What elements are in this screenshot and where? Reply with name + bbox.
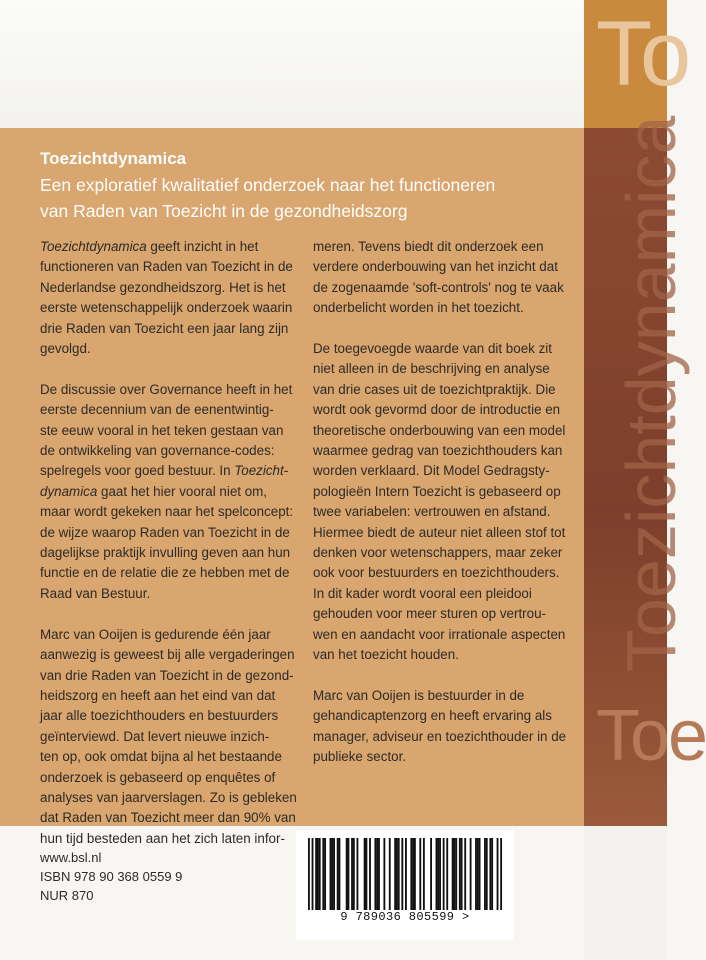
barcode-bars xyxy=(308,838,502,910)
text-line: ste eeuw vooral in het teken gestaan van xyxy=(40,422,284,438)
barcode-bar xyxy=(454,838,456,910)
text-line: functie en de relatie die ze hebben met de xyxy=(40,565,290,581)
text-line: ten op, ook omdat bijna al het bestaande xyxy=(40,749,282,765)
barcode-bar xyxy=(419,838,421,910)
text-line: In dit kader wordt vooral een pleidooi xyxy=(313,585,532,601)
barcode-bar xyxy=(405,838,407,910)
barcode-bar xyxy=(346,838,348,910)
text-line: de wijze waarop Raden van Toezicht in de xyxy=(40,524,290,540)
text-line: wordt ook gevormd door de introductie en xyxy=(313,402,561,418)
blurb-paragraph xyxy=(40,380,294,604)
text-line: eerste wetenschappelijk onderzoek waarin xyxy=(40,300,293,316)
barcode-bar xyxy=(401,838,403,910)
book-subtitle xyxy=(40,172,580,224)
barcode-bar xyxy=(443,838,445,910)
barcode-bar xyxy=(348,838,350,910)
barcode-bar xyxy=(479,838,481,910)
book-title: Toezichtdynamica xyxy=(40,149,187,168)
barcode-bar xyxy=(430,838,432,910)
text-line: van drie cases uit de toezichtpraktijk. Die xyxy=(313,381,556,397)
text-line: denken voor wetenschappers, maar zeker xyxy=(313,545,563,561)
barcode-bar xyxy=(410,838,412,910)
isbn-barcode xyxy=(296,830,514,940)
barcode-bar xyxy=(475,838,477,910)
barcode-bar xyxy=(484,838,486,910)
barcode-bar xyxy=(394,838,396,910)
barcode-bar xyxy=(333,838,335,910)
blurb-paragraph xyxy=(313,339,573,666)
barcode-bar xyxy=(337,838,339,910)
barcode-bar xyxy=(315,838,317,910)
subtitle-line: Een exploratief kwalitatief onderzoek naar het functioneren xyxy=(40,175,496,195)
barcode-bar xyxy=(365,838,367,910)
barcode-bar xyxy=(389,838,391,910)
barcode-bar xyxy=(374,838,376,910)
spine-vertical-text: Toezichtdynamica xyxy=(612,115,690,672)
text-line xyxy=(40,482,286,502)
barcode-bar xyxy=(452,838,454,910)
text-line: pologieën Intern Toezicht is gebaseerd op xyxy=(313,483,561,499)
text-line: Hiermee biedt de auteur niet alleen stof tot xyxy=(313,524,566,540)
text-line: onderbelicht worden in het toezicht. xyxy=(313,300,524,316)
text-line: geïnterviewd. Dat levert nieuwe inzich- xyxy=(40,728,270,744)
text-line: waarmee gedrag van toezichthouders kan xyxy=(313,443,563,459)
spine-bottom-strip xyxy=(584,826,667,960)
subtitle-line: van Raden van Toezicht in de gezondheidszorg xyxy=(40,201,408,221)
text-line: theoretische onderbouwing van een model xyxy=(313,422,566,438)
text-line: maar wordt gekeken naar het spelconcept: xyxy=(40,504,294,520)
text-line: ook voor bestuurders en toezichthouders. xyxy=(313,565,560,581)
isbn-number: ISBN 978 90 368 0559 9 xyxy=(40,869,183,884)
text-line: worden verklaard. Dit Model Gedragsty- xyxy=(313,463,550,479)
barcode-bar xyxy=(414,838,416,910)
blurb-paragraph xyxy=(313,237,573,319)
barcode-bar xyxy=(464,838,466,910)
barcode-bar xyxy=(353,838,355,910)
text-line: hun tijd besteden aan het zich laten infor- xyxy=(40,830,285,846)
text-line: Marc van Ooijen is gedurende één jaar xyxy=(40,626,271,642)
barcode-bar xyxy=(437,838,439,910)
barcode-bar xyxy=(500,838,502,910)
spine-vertical-title xyxy=(608,115,690,692)
barcode-bar xyxy=(439,838,441,910)
text-line: meren. Tevens biedt dit onderzoek een xyxy=(313,239,544,254)
text-line: drie Raden van Toezicht een jaar lang zijn xyxy=(40,320,289,336)
barcode-digits: 9 789036 805599 > xyxy=(340,910,470,924)
text-line: Raad van Bestuur. xyxy=(40,585,151,601)
barcode-bar xyxy=(398,838,400,910)
text-line: twee variabelen: vertrouwen en afstand. xyxy=(313,504,551,520)
text-line: de ontwikkeling van governance-codes: xyxy=(40,443,275,459)
text-line: gehouden voor meer sturen op vertrou- xyxy=(313,606,546,622)
text-line: aanwezig is geweest bij alle vergaderingen xyxy=(40,647,295,663)
barcode-bar xyxy=(369,838,371,910)
barcode-bar xyxy=(489,838,491,910)
text-fragment: gaat het hier vooral niet om, xyxy=(97,483,268,499)
barcode-bar xyxy=(312,838,314,910)
book-title-inline: Toezichtdynamica xyxy=(40,239,147,254)
barcode-bar xyxy=(376,838,378,910)
text-line xyxy=(40,461,289,481)
text-line: Nederlandse gezondheidszorg. Het is het xyxy=(40,279,286,295)
book-title-inline: dynamica xyxy=(40,483,98,499)
barcode-bar xyxy=(446,838,448,910)
nur-code: NUR 870 xyxy=(40,888,94,903)
text-line: niet alleen in de beschrijving en analyse xyxy=(313,361,550,377)
barcode-bar xyxy=(455,838,457,910)
barcode-bar xyxy=(396,838,398,910)
barcode-bar xyxy=(486,838,488,910)
text-line: van het toezicht houden. xyxy=(313,647,459,663)
barcode-bar xyxy=(383,838,385,910)
text-line: heidszorg en heeft aan het eind van dat xyxy=(40,687,276,703)
barcode-bar xyxy=(412,838,414,910)
blurb-right-column xyxy=(313,237,573,768)
publisher-info xyxy=(40,848,182,905)
barcode-bar xyxy=(459,838,461,910)
blurb-paragraph xyxy=(40,625,297,849)
barcode-bar xyxy=(308,838,310,910)
publisher-website: www.bsl.nl xyxy=(40,850,102,865)
barcode-bar xyxy=(491,838,493,910)
book-title-inline: Toezicht- xyxy=(234,463,289,479)
text-line: eerste decennium van de eenentwintig- xyxy=(40,402,274,418)
text-line: de zogenaamde 'soft-controls' nog te vaak xyxy=(313,279,564,295)
top-band xyxy=(0,0,667,128)
barcode-bar xyxy=(351,838,353,910)
barcode-bar xyxy=(357,838,359,910)
text-fragment: spelregels voor goed bestuur. In xyxy=(40,463,235,479)
text-line: publieke sector. xyxy=(313,749,407,765)
text-line: onderzoek is gebaseerd op enquêtes of xyxy=(40,769,276,785)
spine-top-title: To xyxy=(596,3,690,105)
text-line: dat Raden van Toezicht meer dan 90% van xyxy=(40,810,296,826)
barcode-bar xyxy=(477,838,479,910)
text-line: van drie Raden van Toezicht in de gezond- xyxy=(40,667,294,683)
barcode-bar xyxy=(319,838,321,910)
text-line: gevolgd. xyxy=(40,341,91,357)
text-line: analyses van jaarverslagen. Zo is gebleken xyxy=(40,789,297,805)
text-line xyxy=(40,237,286,257)
text-line: Marc van Ooijen is bestuurder in de xyxy=(313,687,525,703)
text-line: verdere onderbouwing van het inzicht dat xyxy=(313,259,558,275)
text-line: De toegevoegde waarde van dit boek zit xyxy=(313,341,552,357)
barcode-bar xyxy=(423,838,425,910)
barcode-bar xyxy=(324,838,326,910)
barcode-bar xyxy=(497,838,499,910)
text-line: functioneren van Raden van Toezicht in de xyxy=(40,259,293,275)
blurb-left-column xyxy=(40,237,297,849)
blurb-paragraph xyxy=(313,686,573,768)
barcode-bar xyxy=(330,838,332,910)
barcode-bar xyxy=(461,838,463,910)
text-fragment: geeft inzicht in het xyxy=(146,239,259,254)
text-line: dagelijkse praktijk invulling geven aan hun xyxy=(40,545,291,561)
blurb-paragraph xyxy=(40,237,293,359)
text-line: gehandicaptenzorg en heeft ervaring als xyxy=(313,708,552,724)
text-line: wen en aandacht voor irrationale aspecten xyxy=(313,626,566,642)
barcode-bar xyxy=(436,838,438,910)
barcode-bar xyxy=(470,838,472,910)
text-line: jaar alle toezichthouders en bestuurders xyxy=(40,708,279,724)
barcode-bar xyxy=(317,838,319,910)
barcode-bar xyxy=(378,838,380,910)
barcode-bar xyxy=(322,838,324,910)
barcode-bar xyxy=(331,838,333,910)
barcode-bar xyxy=(339,838,341,910)
text-line: De discussie over Governance heeft in het xyxy=(40,381,293,397)
text-line: manager, adviseur en toezichthouder in de xyxy=(313,728,567,744)
spine-bottom-title: Toe xyxy=(596,696,706,776)
barcode-bar xyxy=(364,838,366,910)
